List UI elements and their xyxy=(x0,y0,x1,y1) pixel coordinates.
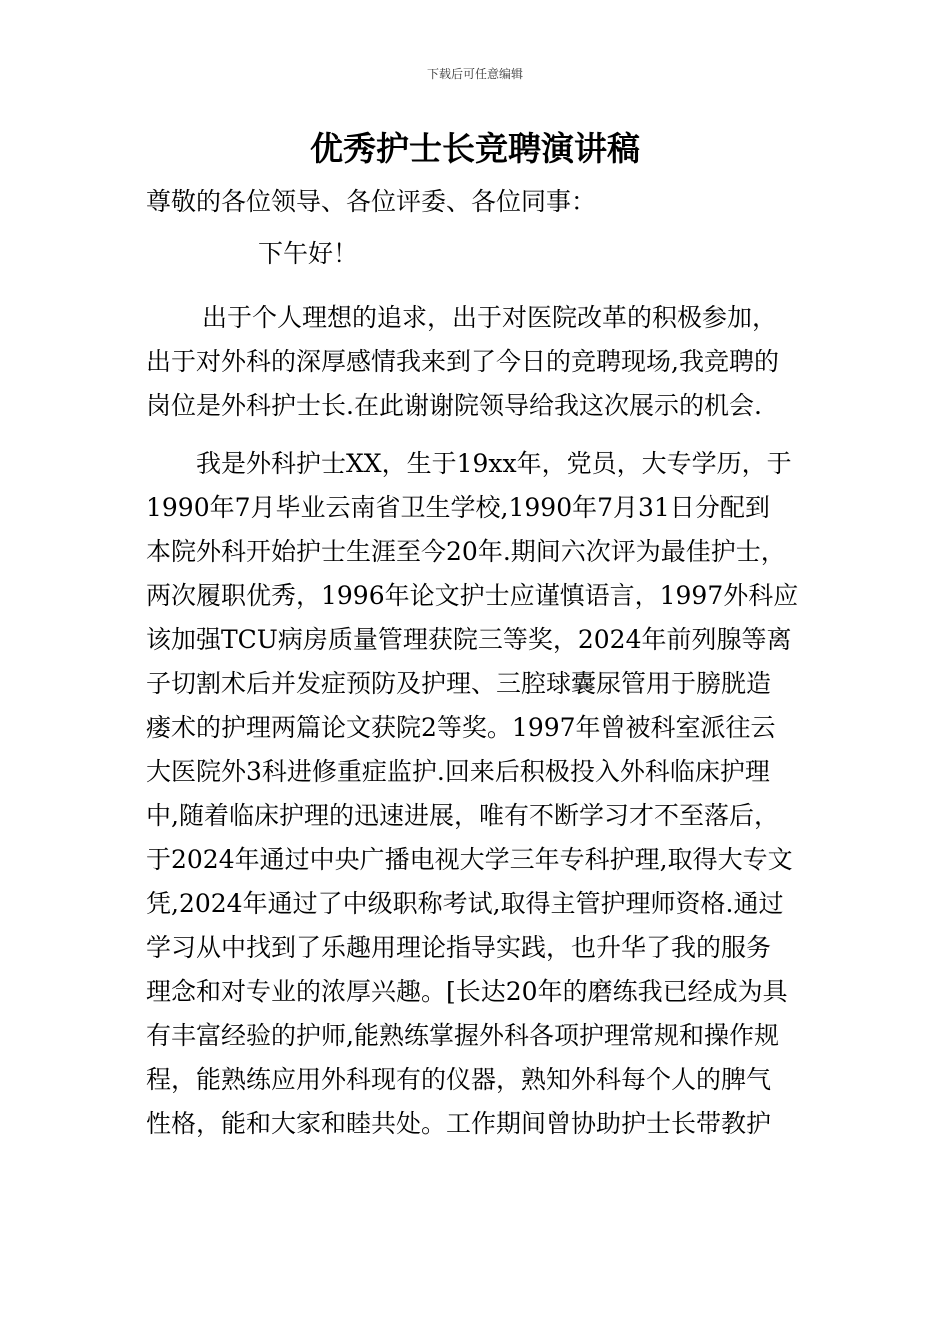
paragraph-line: 于2024年通过中央广播电视大学三年专科护理,取得大专文 xyxy=(146,845,793,874)
document-title: 优秀护士长竞聘演讲稿 xyxy=(310,129,640,168)
paragraph-line: 出于对外科的深厚感情我来到了今日的竞聘现场,我竞聘的 xyxy=(146,347,779,376)
paragraph-gap xyxy=(146,428,808,442)
paragraph-line: 岗位是外科护士长.在此谢谢院领导给我这次展示的机会. xyxy=(146,391,762,420)
salutation: 尊敬的各位领导、各位评委、各位同事： xyxy=(146,187,597,216)
paragraph-line: 我是外科护士XX，生于19xx年，党员，大专学历，于 xyxy=(196,449,792,478)
paragraph-line: 本院外科开始护士生涯至今20年.期间六次评为最佳护士， xyxy=(146,537,786,566)
paragraph-line: 理念和对专业的浓厚兴趣。[长达20年的磨练我已经成为具 xyxy=(146,977,788,1006)
paragraph-gap xyxy=(146,282,808,296)
paragraph-line: 程，能熟练应用外科现有的仪器，熟知外科每个人的脾气 xyxy=(146,1065,772,1094)
paragraph-line: 子切割术后并发症预防及护理、三腔球囊尿管用于膀胱造 xyxy=(146,669,772,698)
paragraph-line: 凭,2024年通过了中级职称考试,取得主管护理师资格.通过 xyxy=(146,889,784,918)
paragraph-line: 1990年7月毕业云南省卫生学校,1990年7月31日分配到 xyxy=(146,493,770,522)
greeting: 下午好！ xyxy=(258,239,359,268)
paragraph-1 xyxy=(146,296,808,428)
paragraph-line: 中,随着临床护理的迅速进展，唯有不断学习才不至落后， xyxy=(146,801,779,830)
paragraph-line: 大医院外3科进修重症监护.回来后积极投入外科临床护理 xyxy=(146,757,770,786)
paragraph-line: 该加强TCU病房质量管理获院三等奖，2024年前列腺等离 xyxy=(146,625,792,654)
paragraph-line: 瘘术的护理两篇论文获院2等奖。1997年曾被科室派往云 xyxy=(146,713,776,742)
paragraph-2 xyxy=(146,442,808,1146)
paragraph-line: 性格，能和大家和睦共处。工作期间曾协助护士长带教护 xyxy=(146,1109,772,1138)
paragraph-line: 出于个人理想的追求，出于对医院改革的积极参加， xyxy=(202,303,778,332)
paragraph-line: 有丰富经验的护师,能熟练掌握外科各项护理常规和操作规 xyxy=(146,1021,779,1050)
document-body xyxy=(146,180,808,1146)
paragraph-line: 两次履职优秀，1996年论文护士应谨慎语言，1997外科应 xyxy=(146,581,799,610)
header-note: 下载后可任意编辑 xyxy=(426,67,523,81)
paragraph-line: 学习从中找到了乐趣用理论指导实践，也升华了我的服务 xyxy=(146,933,772,962)
